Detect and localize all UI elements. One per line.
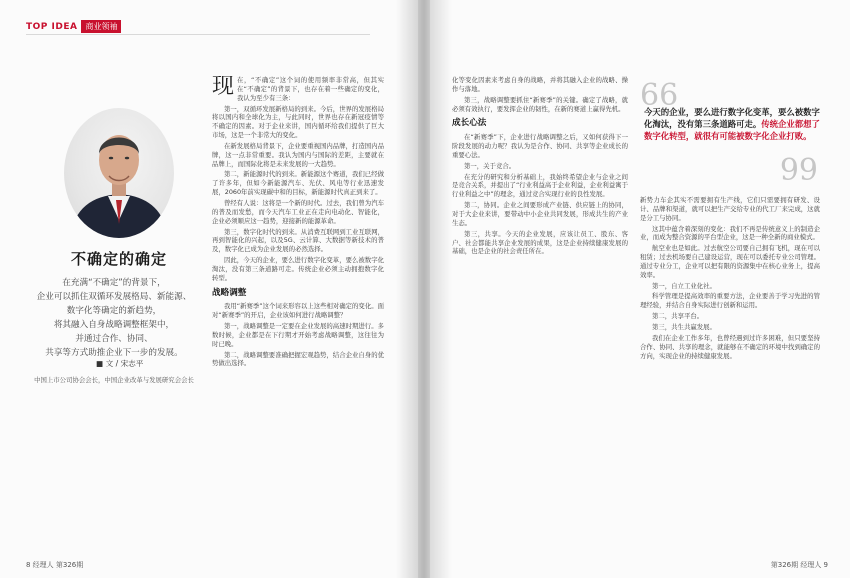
section-label: TOP IDEA: [26, 21, 78, 32]
body-paragraph: 第三，数字化时代的到来。从消费互联网到工业互联网，再到智能化的兴起，以及5G、云计算、大数据等新技术的普及，数字化已成为企业发展的必然选择。: [212, 227, 384, 254]
author-byline: ■ 文 / 宋志平: [96, 359, 144, 368]
summary-line: 在充满“不确定”的背景下，: [62, 278, 166, 288]
body-paragraph: 我们在企业工作多年，也曾经遇到过许多困难，但只要坚持合作、协同、共享的理念，就能够在不确定的环境中找到确定的方向，实现企业的持续健康发展。: [640, 333, 820, 360]
body-paragraph: 第一，双循环发展新格局的到来。今后，世界的发展格局将以国内和全球化为主，与此同时，世界也存在新冠疫情等不确定的因素。对于企业来讲，国内循环给我们提供了巨大市场，这是一个非常大的变化。: [212, 104, 384, 140]
body-paragraph: 第二，协同。企业之间要形成产业链、供应链上的协同，对于大企业来讲，要带动中小企业共同发展，形成共生的产业生态。: [452, 201, 628, 227]
pull-quote-dark: 今天的企业，要么进行数字化变革，要么被数字化淘汰，没有第三条道路可走。: [644, 107, 820, 129]
body-paragraph: 新势力车企其实不需要拥有生产线，它们只需要拥有研发、设计、品牌和渠道，就可以把生产交给专业的代工厂来完成，这就是分工与协同。: [640, 196, 820, 222]
drop-cap: 现: [212, 76, 235, 99]
footer-right: 第326期 经理人 9: [770, 561, 828, 569]
summary-line: 企业可以抓住双循环发展格局、新能源、: [36, 292, 192, 302]
left-page: [0, 0, 418, 578]
body-paragraph: 在“新赛季”下，企业进行战略调整之后，又如何获得下一阶段发展的动力呢？我认为是合作、协同、共享等企业成长的重要心法。: [452, 133, 628, 159]
author-portrait: [64, 108, 174, 238]
body-paragraph: 化等变化因素来考虑自身的战略，并将其融入企业的战略、操作与落地。: [452, 76, 628, 93]
article-summary: [26, 276, 202, 360]
section-heading: 战略调整: [212, 287, 247, 298]
pull-quote-text: [644, 106, 820, 142]
body-paragraph: 第二，战略调整要准确把握宏观趋势，结合企业自身的优势做出选择。: [212, 350, 384, 368]
body-column-1: [212, 76, 384, 556]
spine-shadow: [396, 0, 452, 578]
summary-line: 共享等方式助推企业下一步的发展。: [45, 348, 183, 358]
quote-close-icon: 99: [779, 153, 818, 188]
summary-line: 数字化等确定的新趋势，: [66, 306, 162, 316]
body-paragraph: 在，“不确定”这个词的使用频率非常高，但其实在“不确定”的背景下，也存在着一些确定的变化，我认为至少有三条：: [237, 76, 384, 102]
pull-quote-highlight: 传统企业都想了数字化转型，就很有可能被数字化企业打败。: [644, 119, 820, 141]
section-heading: 成长心法: [452, 118, 487, 129]
body-column-2: [452, 76, 628, 556]
body-paragraph: 第二，共享平台。: [652, 312, 704, 321]
section-tag: 商业领袖: [81, 20, 121, 33]
body-paragraph: 第二，新能源时代的到来。新能源这个赛道，我们已经做了许多年，但如今新能源汽车、光伏、风电等行业迅速发展，2060年前实现碳中和的目标，新能源时代真正到来了。: [212, 170, 384, 197]
header-divider: [26, 34, 370, 35]
body-column-3: [640, 196, 820, 556]
body-paragraph: 航空业也是如此。过去航空公司要自己拥有飞机，现在可以租赁；过去机场要自己建设运营，现在可以委托专业公司管理。通过专业分工，企业可以把有限的资源集中在核心业务上，提高效率。: [640, 244, 820, 279]
footer-left: 8 经理人 第326期: [26, 561, 84, 569]
body-paragraph: 在充分的研究和分析基础上，我始终希望企业与企业之间是竞合关系，并提出了“行业利益高于企业利益，企业利益寓于行业利益之中”的理念，通过竞合实现行业的良性发展。: [452, 172, 628, 199]
quote-open-icon: 66: [640, 78, 679, 113]
body-paragraph: 在新发展格局背景下，企业要重视国内品牌，打造国内品牌，这一点非常重要。我认为国内与国际的差距，主要就在品牌上，而国际化将是未来发展的一大趋势。: [212, 141, 384, 168]
body-paragraph: 第三，共生共赢发展。: [652, 322, 716, 331]
author-title: 中国上市公司协会会长，中国企业改革与发展研究会会长: [34, 376, 194, 384]
body-paragraph: 第三，共享。今天的企业发展，应该让员工、股东、客户、社会都能共享企业发展的成果，这是企业持续健康发展的基础，也是企业的社会责任所在。: [452, 229, 628, 256]
body-paragraph: 第一，战略调整是一定要在企业发展的高速时期进行。多数时候，企业都是在下行期才开始考虑战略调整，这往往为时已晚。: [212, 322, 384, 348]
body-paragraph: 因此，今天的企业，要么进行数字化变革，要么被数字化淘汰，没有第三条道路可走。传统企业必须主动拥抱数字化转型。: [212, 256, 384, 282]
body-paragraph: 第一，关于竞合。: [464, 161, 516, 170]
body-paragraph: 科学管理是提高效率的重要方法，企业要善于学习先进的管理经验，并结合自身实际进行创新和运用。: [640, 292, 820, 310]
article-title: 不确定的确定: [70, 250, 167, 268]
body-paragraph: 曾经有人说：这将是一个新的时代。过去，我们曾为汽车的普及而发愁，而今天汽车工业正在走向电动化、智能化，企业必须顺应这一趋势，迎接新的能源革命。: [212, 198, 384, 225]
pull-quote: [636, 78, 820, 188]
body-paragraph: 第三，战略调整要抓住“新赛季”的关键。确定了战略，就必须有效执行，要发挥企业的韧性，在新的赛道上赢得先机。: [452, 95, 628, 113]
body-paragraph: 我用“新赛季”这个词来形容以上这些相对确定的变化。面对“新赛季”的开启，企业该如何进行战略调整？: [212, 302, 384, 320]
summary-line: 将其融入自身战略调整框架中，: [53, 320, 175, 330]
section-header: [26, 20, 121, 33]
portrait-illustration: [64, 108, 174, 238]
body-paragraph: 这其中蕴含着深刻的变化：我们不再是传统意义上的制造企业，而成为整合资源的平台型企业，这是一种全新的商业模式。: [640, 224, 820, 242]
summary-line: 并通过合作、协同、: [75, 334, 153, 344]
body-paragraph: 第一，自立工业化社。: [652, 281, 716, 290]
